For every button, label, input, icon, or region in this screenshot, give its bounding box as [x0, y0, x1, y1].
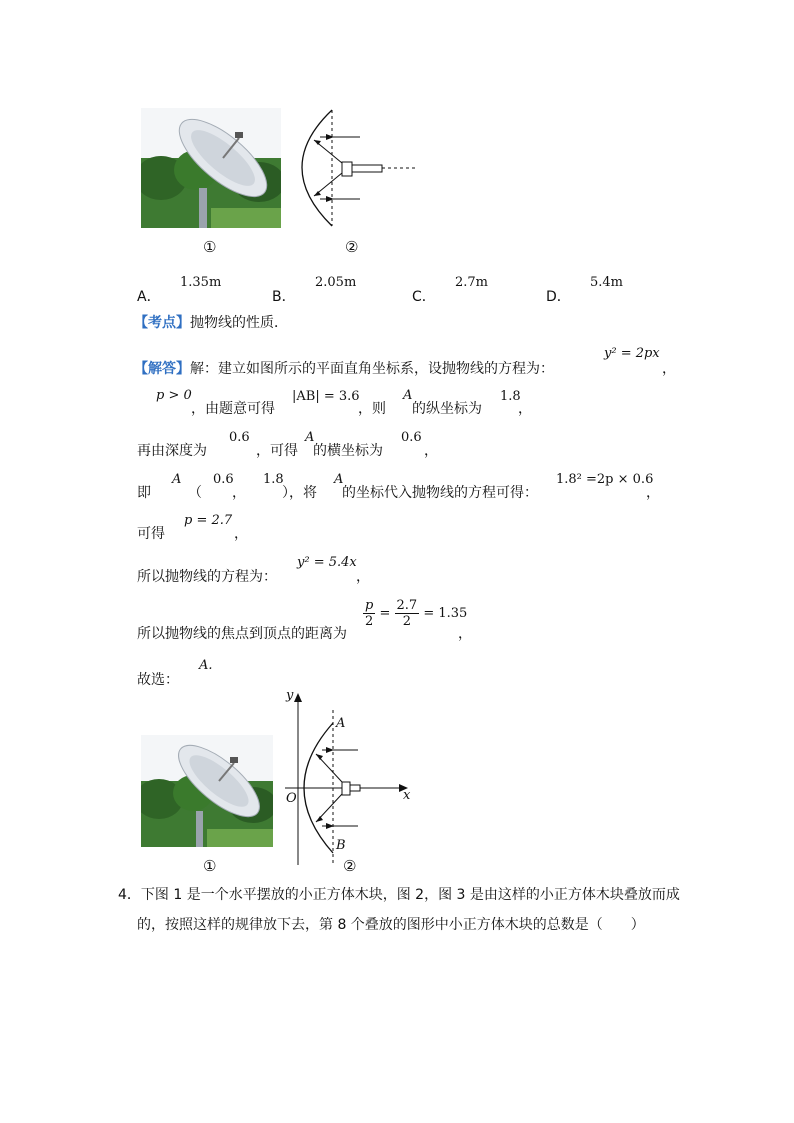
comma-5: ， — [234, 526, 248, 542]
kaodian-tag: 【考点】 — [134, 315, 190, 331]
paren-open: （ — [188, 485, 202, 501]
jieda-line-7-text: 所以抛物线的焦点到顶点的距离为 — [137, 626, 347, 642]
axis-y-label: y — [286, 688, 294, 703]
option-d-letter: D． — [546, 289, 571, 305]
point-b-label: B — [336, 838, 346, 853]
option-a-letter: A． — [137, 289, 161, 305]
option-d-value: 5.4m — [590, 275, 624, 290]
jieda-line-3-text-3: 的横坐标为 — [313, 443, 383, 459]
jieda-line-8-text: 故选： — [137, 672, 179, 688]
depth-0-6: 0.6 — [229, 430, 250, 445]
jieda-line-5-text: 可得 — [137, 526, 165, 542]
equation-substitution: 1.8² =2p × 0.6 — [556, 472, 654, 487]
var-a-4: A — [334, 472, 344, 487]
equation-parabola-specific: y² = 5.4x — [297, 555, 357, 570]
frac-1-denominator: 2 — [365, 614, 374, 629]
var-a-3: A — [172, 472, 182, 487]
kaodian-line — [134, 312, 288, 332]
jieda-line-1 — [134, 358, 554, 378]
figure-1-label-1: ① — [203, 238, 217, 256]
figure-1-label-2: ② — [345, 238, 359, 256]
frac-2-numerator: 2.7 — [396, 598, 418, 613]
option-b-value: 2.05m — [315, 275, 357, 290]
jieda-line-2-text-1: ，由题意可得 — [191, 401, 275, 417]
answer-letter: A. — [199, 658, 213, 673]
var-a-2: A — [305, 430, 315, 445]
jieda-line-4-text-1: 即 — [137, 485, 151, 501]
comma-1: ， — [662, 361, 676, 377]
jieda-line-1-text: 解：建立如图所示的平面直角坐标系，设抛物线的方程为： — [190, 361, 554, 377]
abscissa-0-6: 0.6 — [401, 430, 422, 445]
comma-7: ， — [458, 626, 472, 642]
option-a-value: 1.35m — [180, 275, 222, 290]
kaodian-text: 抛物线的性质． — [190, 315, 288, 331]
comma-4: ， — [646, 485, 660, 501]
var-a-1: A — [403, 388, 413, 403]
question-4-line-2: 的，按照这样的规律放下去，第 8 个叠放的图形中小正方体木块的总数是（ ） — [137, 917, 645, 933]
value-1-8: 1.8 — [500, 389, 521, 404]
parabola-reflection-diagram — [290, 105, 420, 235]
jieda-line-2-text-3: 的纵坐标为 — [412, 401, 482, 417]
jieda-line-3-text-2: ，可得 — [256, 443, 298, 459]
jieda-line-6-text: 所以抛物线的方程为： — [137, 569, 277, 585]
satellite-dish-photo — [141, 108, 281, 228]
jieda-line-4-text-2: ），将 — [282, 485, 317, 501]
frac-2-denominator: 2 — [402, 614, 411, 629]
condition-ab-length: |AB| = 3.6 — [292, 389, 360, 404]
comma-6: ， — [356, 569, 370, 585]
coord-y: 1.8 — [263, 472, 284, 487]
coord-x: 0.6 — [213, 472, 234, 487]
figure-2-label-1: ① — [203, 857, 217, 875]
point-a-label: A — [336, 716, 346, 731]
jieda-tag: 【解答】 — [134, 361, 190, 377]
frac-1-numerator: p — [365, 598, 374, 613]
jieda-line-2-text-2: ，则 — [358, 401, 386, 417]
comma-3: ， — [424, 443, 438, 459]
jieda-line-4-text-3: 的坐标代入抛物线的方程可得： — [342, 485, 538, 501]
condition-p-positive: p > 0 — [156, 388, 192, 403]
coordinate-diagram — [280, 690, 420, 870]
comma-2: ， — [518, 401, 532, 417]
option-b-letter: B． — [272, 289, 296, 305]
figure-1 — [0, 0, 794, 270]
option-c-value: 2.7m — [455, 275, 489, 290]
question-4-line-1: 4．下图 1 是一个水平摆放的小正方体木块，图 2，图 3 是由这样的小正方体木块叠放而成 — [118, 887, 680, 903]
satellite-dish-photo-2 — [141, 735, 273, 847]
axis-x-label: x — [403, 788, 411, 803]
figure-2-label-2: ② — [343, 857, 357, 875]
focus-distance-result: = 1.35 — [423, 606, 468, 621]
origin-label: O — [286, 791, 297, 806]
equation-p-value: p = 2.7 — [184, 513, 233, 528]
option-c-letter: C． — [412, 289, 436, 305]
equation-parabola-general: y² = 2px — [604, 346, 660, 361]
coord-sep: ， — [232, 485, 246, 501]
jieda-line-3-text-1: 再由深度为 — [137, 443, 207, 459]
focus-distance-fraction: $\frac{p}{2}$ = $\frac{2.7}{2}$ = 1.35 — [365, 598, 468, 629]
